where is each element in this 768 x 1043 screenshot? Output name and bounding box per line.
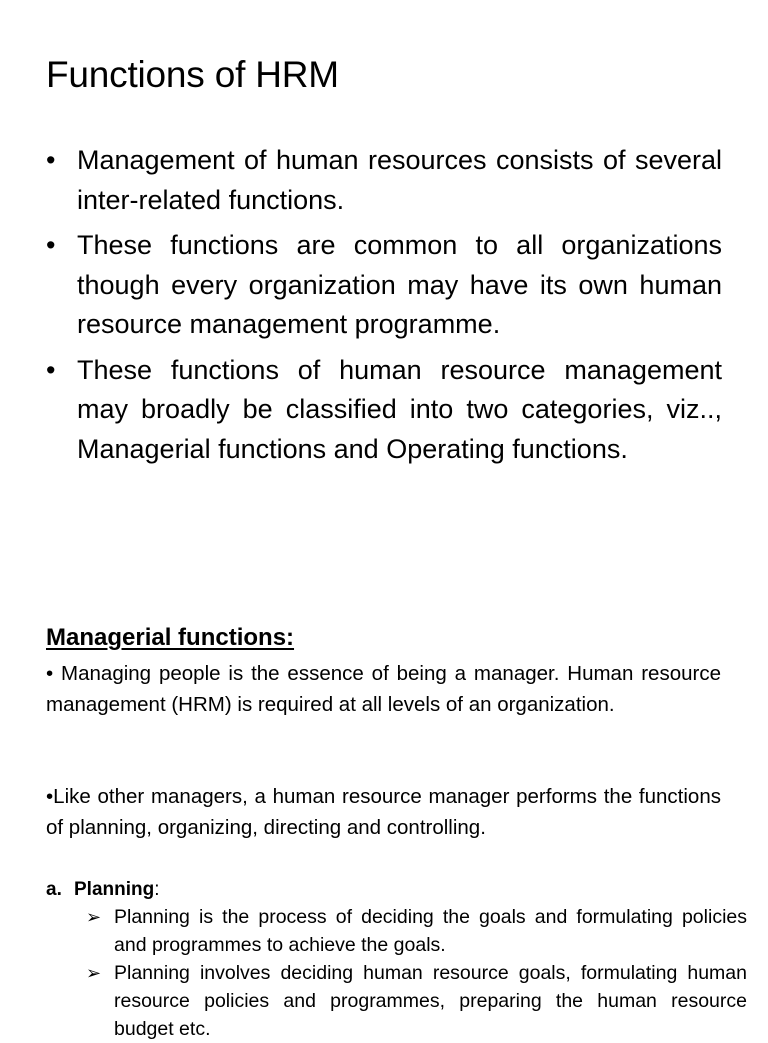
bullet-icon: •	[46, 354, 56, 385]
planning-colon: :	[154, 879, 160, 900]
bullet-text: These functions of human resource management may broadly be classified into two categories, viz.., Managerial functions and Operating functions.	[77, 354, 722, 464]
list-item	[46, 351, 722, 470]
arrow-bullet-icon: ➢	[86, 963, 102, 983]
bullet-text: These functions are common to all organizations though every organization may have its own human resource management programme.	[77, 230, 722, 339]
planning-label: Planning	[74, 879, 155, 900]
list-item	[86, 959, 747, 1043]
list-item	[86, 903, 747, 959]
arrow-bullet-icon: ➢	[86, 907, 102, 927]
list-item	[46, 226, 722, 345]
managerial-paragraph-2: •Like other managers, a human resource manager performs the functions of planning, organizing, directing and controlling.	[46, 785, 721, 839]
bullet-icon: •	[46, 230, 56, 260]
bullet-icon: •	[46, 145, 56, 175]
page-title: Functions of HRM	[46, 54, 339, 95]
managerial-paragraph-1: • Managing people is the essence of being a manager. Human resource management (HRM) is required at all levels of an organization.	[46, 662, 721, 716]
intro-bullet-list	[46, 141, 722, 475]
list-item	[46, 141, 722, 220]
planning-item-text: Planning involves deciding human resource goals, formulating human resource policies and programmes, preparing the human resource budget etc.	[114, 962, 747, 1040]
planning-letter: a.	[46, 879, 62, 900]
planning-heading	[46, 876, 160, 904]
planning-list	[86, 903, 747, 1043]
planning-item-text: Planning is the process of deciding the goals and formulating policies and programmes to achieve the goals.	[114, 906, 747, 956]
bullet-text: Management of human resources consists of several inter-related functions.	[77, 145, 722, 215]
managerial-functions-heading: Managerial functions:	[46, 624, 295, 651]
